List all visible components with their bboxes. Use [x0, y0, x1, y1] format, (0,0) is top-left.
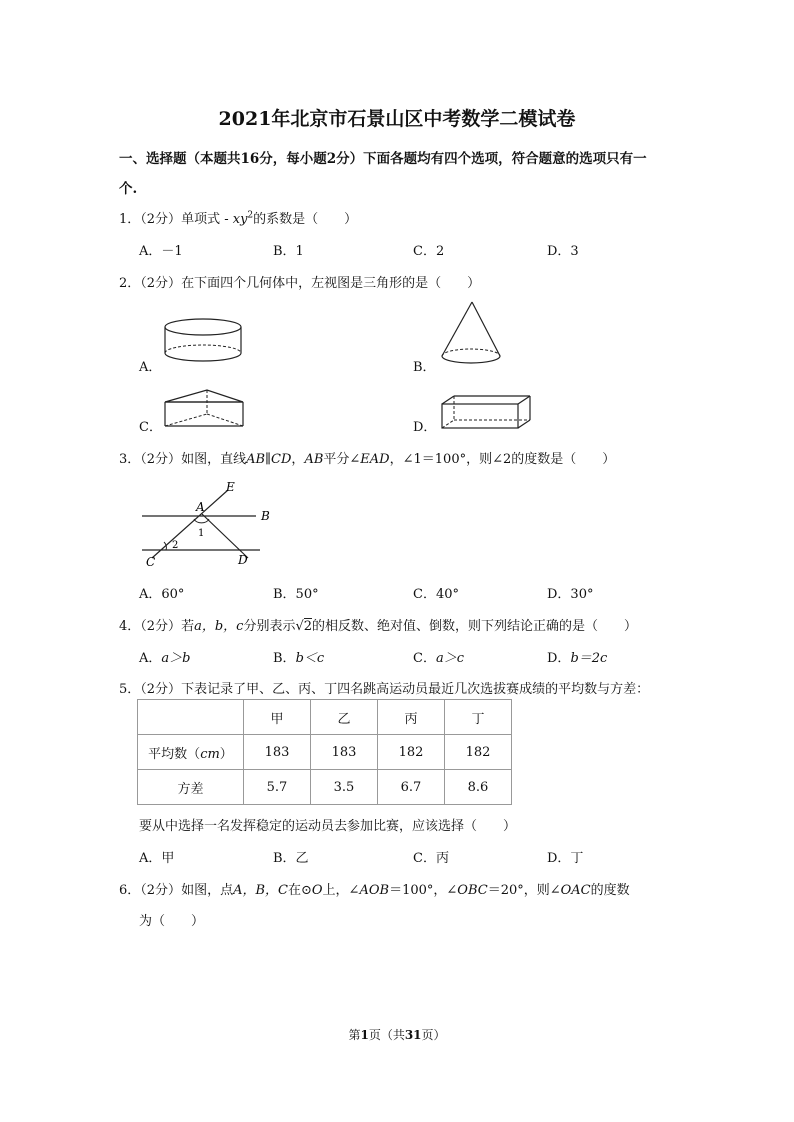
label-d: D: [238, 553, 248, 567]
sqrt-2: [295, 619, 312, 634]
q6-angle-aob: AOB: [359, 883, 390, 898]
q1-option-a[interactable]: A．－1: [139, 244, 183, 259]
q4-option-d[interactable]: [547, 647, 607, 666]
q3-line-ab: AB: [246, 452, 266, 467]
footer-mid: 页（共: [368, 1028, 405, 1042]
q4-score: （2分）: [140, 619, 182, 634]
q3-angle-ead: EAD: [360, 452, 390, 467]
q4-option-c[interactable]: [413, 647, 464, 666]
cuboid-figure: [440, 394, 534, 432]
question-6: [119, 879, 630, 898]
q3-text-b: 平分∠: [323, 452, 361, 467]
row-label-variance: 方差: [138, 770, 244, 805]
q4-option-a-expr: a＞b: [161, 651, 191, 666]
table-header-cell: 丙: [378, 700, 445, 735]
question-3: [119, 448, 615, 467]
table-header-cell: 甲: [244, 700, 311, 735]
q1-number: 1．: [119, 212, 141, 227]
q3-parallel-sign: ∥: [265, 452, 272, 467]
q6-text: 如图，点: [181, 883, 234, 898]
q1-exponent: 2: [247, 210, 254, 221]
label-c: C: [146, 555, 156, 569]
q3-option-d[interactable]: D．30°: [547, 587, 594, 602]
label-angle-1: 1: [198, 528, 205, 539]
q5-text: 下表记录了甲、乙、丙、丁四名跳高运动员最近几次选拔赛成绩的平均数与方差：: [181, 682, 650, 697]
q6-circle-o: O: [311, 883, 323, 898]
q4-option-c-label: C．: [413, 651, 436, 666]
table-cell: 6.7: [378, 770, 445, 805]
q5-score: （2分）: [140, 682, 182, 697]
q6-text-cont: 为（ ）: [139, 914, 205, 929]
q6-text-e: ＝20°，则∠: [487, 883, 561, 898]
table-cell: 182: [445, 735, 512, 770]
q6-text-b: 在⊙: [287, 883, 312, 898]
q3-text: 如图，直线: [181, 452, 247, 467]
q4-vars: a，b，c: [194, 619, 244, 634]
q4-option-b-label: B．: [273, 651, 296, 666]
q5-option-b[interactable]: B．乙: [273, 851, 309, 866]
q6-score: （2分）: [140, 883, 182, 898]
q1-option-c[interactable]: C．2: [413, 244, 445, 259]
radicand: 2: [303, 619, 313, 634]
q6-text-f: 的度数: [590, 883, 630, 898]
q4-option-d-expr: b＝2c: [570, 651, 608, 666]
mean-unit: cm: [200, 746, 220, 762]
page-number: 1: [360, 1028, 369, 1042]
table-row: [138, 770, 512, 805]
q2-option-d[interactable]: D．: [413, 420, 437, 435]
table-cell: 182: [378, 735, 445, 770]
q3-option-c[interactable]: C．40°: [413, 587, 459, 602]
table-header-cell: 丁: [445, 700, 512, 735]
q3-comma: ，: [291, 452, 305, 467]
q1-option-b[interactable]: B．1: [273, 244, 304, 259]
q4-option-a-label: A．: [139, 651, 162, 666]
q5-option-c[interactable]: C．丙: [413, 851, 449, 866]
table-row: [138, 735, 512, 770]
table-cell: 3.5: [311, 770, 378, 805]
section-heading: 一、选择题（本题共16分，每小题2分）下面各题均有四个选项，符合题意的选项只有一: [119, 151, 647, 167]
q4-number: 4．: [119, 619, 141, 634]
mean-label: 平均数（: [148, 746, 201, 762]
q6-angle-oac: OAC: [560, 883, 591, 898]
total-pages: 31: [404, 1028, 422, 1042]
cone-figure: [440, 300, 504, 370]
section-heading-cont: 个.: [119, 181, 138, 197]
mean-label-close: ）: [219, 746, 233, 762]
q3-score: （2分）: [140, 452, 182, 467]
q3-text-c: ，∠1＝100°，则∠2的度数是（ ）: [389, 452, 616, 467]
table-cell: 5.7: [244, 770, 311, 805]
q5-number: 5．: [119, 682, 141, 697]
page-footer: [0, 1026, 794, 1043]
label-a: A: [196, 500, 205, 514]
question-5: [119, 678, 649, 697]
page-title: 2021年北京市石景山区中考数学二模试卷: [218, 108, 576, 130]
table-cell: 183: [311, 735, 378, 770]
q2-text: 在下面四个几何体中，左视图是三角形的是（ ）: [181, 276, 481, 291]
question-2: [119, 272, 480, 291]
q2-option-a[interactable]: A．: [139, 360, 162, 375]
radical-sign: √: [295, 619, 304, 634]
label-e: E: [226, 480, 235, 494]
q3-option-a[interactable]: A．60°: [139, 587, 185, 602]
q4-option-b-expr: b＜c: [295, 651, 325, 666]
q6-text-c: 上，∠: [322, 883, 360, 898]
q3-option-b[interactable]: B．50°: [273, 587, 319, 602]
footer-suffix: 页）: [421, 1028, 446, 1042]
q4-option-c-expr: a＞c: [435, 651, 464, 666]
q1-text-end: 的系数是（ ）: [253, 212, 358, 227]
row-label-mean: [138, 735, 244, 770]
q4-text: 若: [181, 619, 195, 634]
question-4: [119, 615, 637, 634]
triangular-prism-figure: [163, 388, 247, 430]
table-header-cell: [138, 700, 244, 735]
q4-text-b: 分别表示: [243, 619, 296, 634]
q5-option-d[interactable]: D．丁: [547, 851, 584, 866]
q3-line-cd: CD: [271, 452, 292, 467]
q6-points: A，B，C: [233, 883, 288, 898]
table-cell: 8.6: [445, 770, 512, 805]
footer-prefix: 第: [348, 1028, 361, 1042]
q2-score: （2分）: [140, 276, 182, 291]
q4-option-d-label: D．: [547, 651, 571, 666]
q6-text-d: ＝100°，∠: [389, 883, 458, 898]
q4-text-c: 的相反数、绝对值、倒数，则下列结论正确的是（ ）: [312, 619, 638, 634]
table-header-cell: 乙: [311, 700, 378, 735]
q5-question: 要从中选择一名发挥稳定的运动员去参加比赛，应该选择（ ）: [139, 819, 517, 834]
label-angle-2: 2: [172, 540, 179, 551]
table-header-row: [138, 700, 512, 735]
q1-score: （2分）: [140, 212, 182, 227]
q2-option-c[interactable]: C．: [139, 420, 162, 435]
table-cell: 183: [244, 735, 311, 770]
q3-line-ab-2: AB: [304, 452, 324, 467]
q1-option-d[interactable]: D．3: [547, 244, 579, 259]
q2-option-b[interactable]: B．: [413, 360, 436, 375]
question-1: [119, 208, 357, 227]
cylinder-figure: [163, 318, 245, 364]
label-b: B: [261, 509, 270, 523]
q4-option-b[interactable]: [273, 647, 324, 666]
q6-angle-obc: OBC: [457, 883, 488, 898]
parallel-lines-figure: [138, 478, 278, 568]
stats-table: [137, 699, 512, 805]
q1-text: 单项式 -: [181, 212, 233, 227]
q1-monomial: xy: [232, 212, 248, 227]
q6-number: 6．: [119, 883, 141, 898]
q5-option-a[interactable]: A．甲: [139, 851, 175, 866]
q3-number: 3．: [119, 452, 141, 467]
q4-option-a[interactable]: [139, 647, 190, 666]
q2-number: 2．: [119, 276, 141, 291]
